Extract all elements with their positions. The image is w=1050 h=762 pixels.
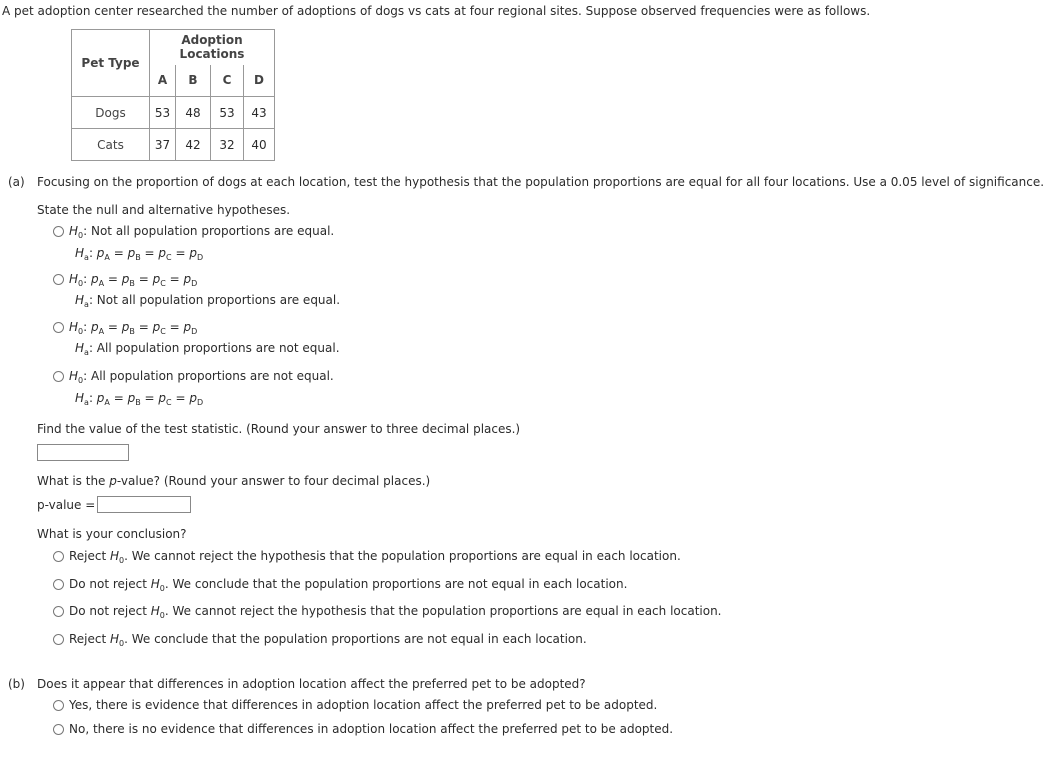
part-b-option-1-radio[interactable]: [53, 700, 64, 711]
table-row: [72, 129, 275, 161]
table-cell: 40: [244, 129, 275, 161]
col-header: B: [176, 65, 211, 97]
part-a-label: (a): [8, 175, 25, 189]
col-header: A: [150, 65, 176, 97]
pvalue-input[interactable]: [97, 496, 191, 513]
conclusion-option-3-radio[interactable]: [53, 606, 64, 617]
hypothesis-option-4-h0: $H_0$: All population proportions are not equal.: [69, 369, 334, 385]
hypothesis-option-1-ha: $H_a$: $p_A = p_B = p_C = p_D$: [75, 246, 204, 262]
part-a-question: Focusing on the proportion of dogs at each location, test the hypothesis that the population proportions are equal for all four locations. Use a 0.05 level of significance.: [37, 175, 1045, 189]
test-statistic-prompt: Find the value of the test statistic. (Round your answer to three decimal places.): [37, 422, 521, 436]
hypothesis-option-4-radio[interactable]: [53, 371, 64, 382]
row-label: Cats: [72, 129, 150, 161]
table-cell: 32: [211, 129, 244, 161]
test-statistic-input[interactable]: [37, 444, 129, 461]
hypothesis-option-1-radio[interactable]: [53, 226, 64, 237]
row-label: Dogs: [72, 97, 150, 129]
conclusion-option-1-radio[interactable]: [53, 551, 64, 562]
pvalue-prompt: What is the p-value? (Round your answer to four decimal places.): [37, 474, 431, 488]
table-cell: 42: [176, 129, 211, 161]
table-cell: 53: [150, 97, 176, 129]
pvalue-label: p-value =: [37, 498, 96, 512]
part-b-option-2-text: No, there is no evidence that differences in adoption location affect the preferred pet to be adopted.: [69, 722, 674, 736]
part-b-question: Does it appear that differences in adoption location affect the preferred pet to be adopted?: [37, 677, 586, 691]
table-cell: 48: [176, 97, 211, 129]
part-b-option-2-radio[interactable]: [53, 724, 64, 735]
conclusion-option-1-text: Reject $H_0$. We cannot reject the hypothesis that the population proportions are equal in each location.: [69, 549, 681, 565]
conclusion-prompt: What is your conclusion?: [37, 527, 187, 541]
table-cell: 43: [244, 97, 275, 129]
col-header: D: [244, 65, 275, 97]
hypothesis-option-2-ha: $H_a$: Not all population proportions are equal.: [75, 293, 341, 309]
row-header: Pet Type: [72, 30, 150, 97]
conclusion-option-2-radio[interactable]: [53, 579, 64, 590]
col-group-header: Adoption Locations: [150, 30, 275, 65]
part-b-label: (b): [8, 677, 25, 691]
table-cell: 53: [211, 97, 244, 129]
frequency-table: [71, 29, 275, 161]
conclusion-option-4-text: Reject $H_0$. We conclude that the population proportions are not equal in each location.: [69, 632, 587, 648]
hypothesis-option-4-ha: $H_a$: $p_A = p_B = p_C = p_D$: [75, 391, 204, 407]
conclusion-option-3-text: Do not reject $H_0$. We cannot reject the hypothesis that the population proportions are equal in each location.: [69, 604, 722, 620]
intro-text: A pet adoption center researched the number of adoptions of dogs vs cats at four regional sites. Suppose observed frequencies were as follows.: [2, 4, 871, 18]
hypothesis-option-2-radio[interactable]: [53, 274, 64, 285]
conclusion-option-2-text: Do not reject $H_0$. We conclude that the population proportions are not equal in each location.: [69, 577, 628, 593]
hypotheses-prompt: State the null and alternative hypotheses.: [37, 203, 291, 217]
table-cell: 37: [150, 129, 176, 161]
hypothesis-option-3-h0: $H_0$: $p_A = p_B = p_C = p_D$: [69, 320, 198, 336]
table-row: [72, 97, 275, 129]
hypothesis-option-2-h0: $H_0$: $p_A = p_B = p_C = p_D$: [69, 272, 198, 288]
hypothesis-option-3-radio[interactable]: [53, 322, 64, 333]
col-header: C: [211, 65, 244, 97]
hypothesis-option-1-h0: $H_0$: Not all population proportions are equal.: [69, 224, 335, 240]
hypothesis-option-3-ha: $H_a$: All population proportions are not equal.: [75, 341, 340, 357]
conclusion-option-4-radio[interactable]: [53, 634, 64, 645]
part-b-option-1-text: Yes, there is evidence that differences in adoption location affect the preferred pet to be adopted.: [69, 698, 658, 712]
